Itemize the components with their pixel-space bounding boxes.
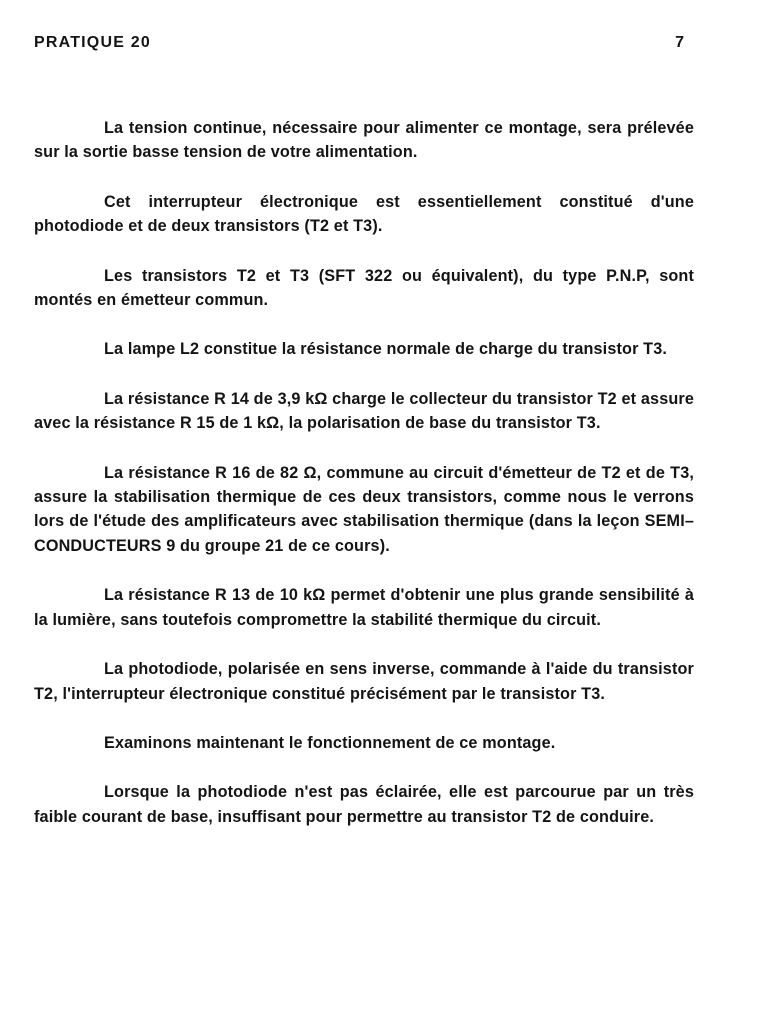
paragraph: Lorsque la photodiode n'est pas éclairée, elle est parcourue par un très faible courant de base, insuffisant pour permettre au transistor T2 de conduire. bbox=[34, 783, 694, 826]
paragraph: La photodiode, polarisée en sens inverse, commande à l'aide du transistor T2, l'interrupteur électronique constitué précisément par le transistor T3. bbox=[34, 660, 694, 703]
paragraph: La lampe L2 constitue la résistance normale de charge du transistor T3. bbox=[104, 340, 668, 359]
page-number: 7 bbox=[675, 34, 684, 51]
paragraph: Les transistors T2 et T3 (SFT 322 ou équivalent), du type P.N.P, sont montés en émetteur commun. bbox=[34, 266, 694, 310]
running-title: PRATIQUE 20 bbox=[34, 34, 151, 51]
paragraph: La résistance R 16 de 82 Ω, commune au circuit d'émetteur de T2 et de T3, assure la stabilisation thermique de ces deux transistors, comme nous le verrons lors de l'étude des amplificateurs avec stabilisation thermique (dans la leçon SEMI–CONDUCTEURS 9 du groupe 21 de ce cours). bbox=[34, 463, 694, 555]
page-header bbox=[34, 34, 694, 56]
paragraph: La tension continue, nécessaire pour alimenter ce montage, sera prélevée sur la sortie basse tension de votre alimentation. bbox=[34, 119, 694, 162]
body-text bbox=[34, 116, 694, 854]
paragraph: Cet interrupteur électronique est essentiellement constitué d'une photodiode et de deux transistors (T2 et T3). bbox=[34, 192, 694, 236]
paragraph: La résistance R 14 de 3,9 kΩ charge le collecteur du transistor T2 et assure avec la résistance R 15 de 1 kΩ, la polarisation de base du transistor T3. bbox=[34, 389, 694, 433]
paragraph: Examinons maintenant le fonctionnement de ce montage. bbox=[104, 733, 556, 752]
paragraph: La résistance R 13 de 10 kΩ permet d'obtenir une plus grande sensibilité à la lumière, sans toutefois compromettre la stabilité thermique du circuit. bbox=[34, 586, 694, 629]
